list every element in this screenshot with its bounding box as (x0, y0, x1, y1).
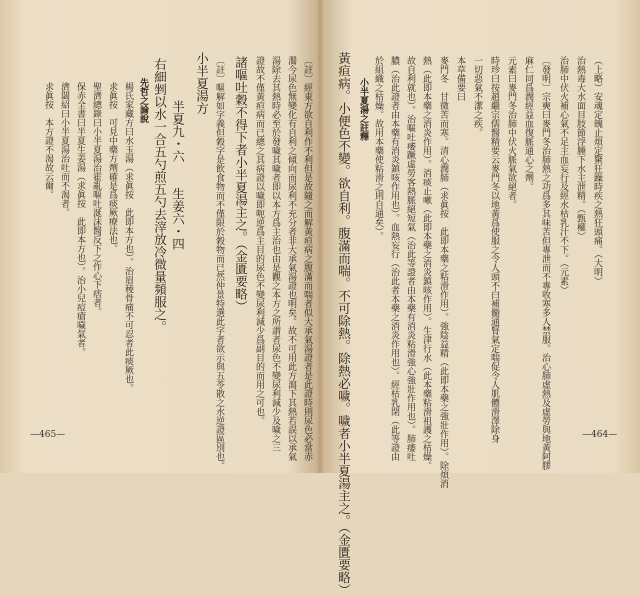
text-column: 麻仁同爲潤經益血復脈通心之劑。 (523, 56, 533, 191)
text-column: 一切惡氣不潔之疾。 (472, 56, 482, 137)
text-column: 濟閟紹曰小半夏湯治吐而不渴者。 (59, 82, 69, 217)
text-column: 〔註〕嘔解如字義但穀字是飲食物而不僅限於穀物而已然仲景特選此字者欲示與五苓散之水逆證區別也。 (214, 56, 224, 470)
section-heading: 小半夏湯之註釋 (358, 78, 368, 141)
text-column: 麥門冬 甘微苦而寒。清心潤肺（求眞按 此即本藥之粘滑作用）。強陰益精（此即本藥之強壯作用）。除煩消 (438, 56, 448, 488)
text-column: 保赤全書曰半夏生姜湯（求眞按 此即本方也）。治小兒痘瘡噦氣者。 (75, 82, 85, 357)
page-number: —465— (30, 430, 66, 440)
section-heading: 先哲之論說 (138, 78, 148, 123)
text-column: 時珍曰按趙繼宗儒醫精要云麥門冬以地黃爲使服之令人頭不白補髓通腎氣定喘促令人肌體滑澤除身 (489, 56, 499, 443)
text-column: 湯除去其熱時必至於發噦其噦者即以本方爲主治也由是觀之本方之所謂者尿色不變尿利減少及噦之三 (270, 56, 280, 452)
text-column: 本草備要曰 (455, 56, 465, 101)
text-column: 楊氏家藏方曰水玉湯（求眞按 此即本方也）。治眉稜骨痛不可忍者此痰厥也。 (123, 82, 133, 393)
text-column: （上略）安魂定魄止煩定驚狂躁時疾之熱狂頭痛。（大明） (592, 56, 602, 286)
text-column: 證故不僅黃疸病而已總之其病證以噦即呃逆爲主目的尿色不變尿利減少爲副目的而用之可也。 (254, 56, 264, 425)
text-column: 聖濟總錄曰小半夏湯治霍亂嘔吐涎沫醫反下之作心下痞者。 (91, 82, 101, 316)
text-column: 治肺中伏火補心氣不足主血妄行及經水枯乳汁不下。（元素） (558, 56, 568, 295)
text-column: 於組織之枯燥。故用本藥使粘滑之則自通矣）。 (373, 56, 383, 241)
text-column: 求眞按 本方證不渴故云爾。 (43, 82, 53, 199)
text-column: 求眞按 可見中藥方劑確是爲痰厥療法也。 (107, 82, 117, 253)
text-column: 〔註〕經東方欲自利作不利但是故隨之而解黃疸病之腹滿而喘者似大承氣湯證者是此證時則尿色必當赤 (302, 56, 312, 461)
text-column: 小半夏湯方 (194, 52, 210, 115)
text-column: 半夏九・六 生姜六・四 (170, 100, 186, 250)
page-number: —464— (582, 430, 618, 440)
text-column: 黃疸病。小便色不變。欲自利。腹滿而喘。不可除熱。除熱必噦。噦者小半夏湯主之。（金匱要略） (336, 52, 352, 596)
text-column: 諸嘔吐穀不得下者小半夏湯主之。（金匱要略） (233, 56, 249, 313)
text-column: 治熱毒大水面目肢節浮腫下水主泄精。（甄權） (575, 56, 585, 241)
text-column: 右細剉以水一合五勺煎五勺去滓放冷微量頻服之。 (152, 58, 168, 333)
text-column: 故自利就也）。治嘔吐痿蹶虛勞客熱脈絕短氣（治此等證者由本藥有消炎粘滑強心強壯作用也）。肺痿吐 (405, 56, 415, 461)
text-column: 熱（此即本藥之消炎作用）。消痰止嗽（此即本藥之消炎鎮咳作用）。生津行水（此本藥粘滑祖護之枯燥。 (421, 56, 431, 470)
text-column: 膿（治此證者由本藥有消炎鎮咳作用也）。血熱妄行（治此者本藥之消炎作用也）。經枯乳閉（此等證由 (389, 56, 399, 461)
text-column: 濁今尿色無變化有自利之傾向而尿利不充分者非大承氣湯證也明矣。故不可用此方瀉下其熱若誤以承氣 (286, 56, 296, 461)
text-column: 元素曰麥門冬治肺中伏火脈氣欲絕者。 (506, 56, 516, 209)
text-column: 〔發明〕宗奭曰麥門冬治肺熱之功爲多其味苦但專泄而不專收寒多人禁服。治心肺虛熱及虛勞與地黃阿膠 (540, 56, 550, 470)
